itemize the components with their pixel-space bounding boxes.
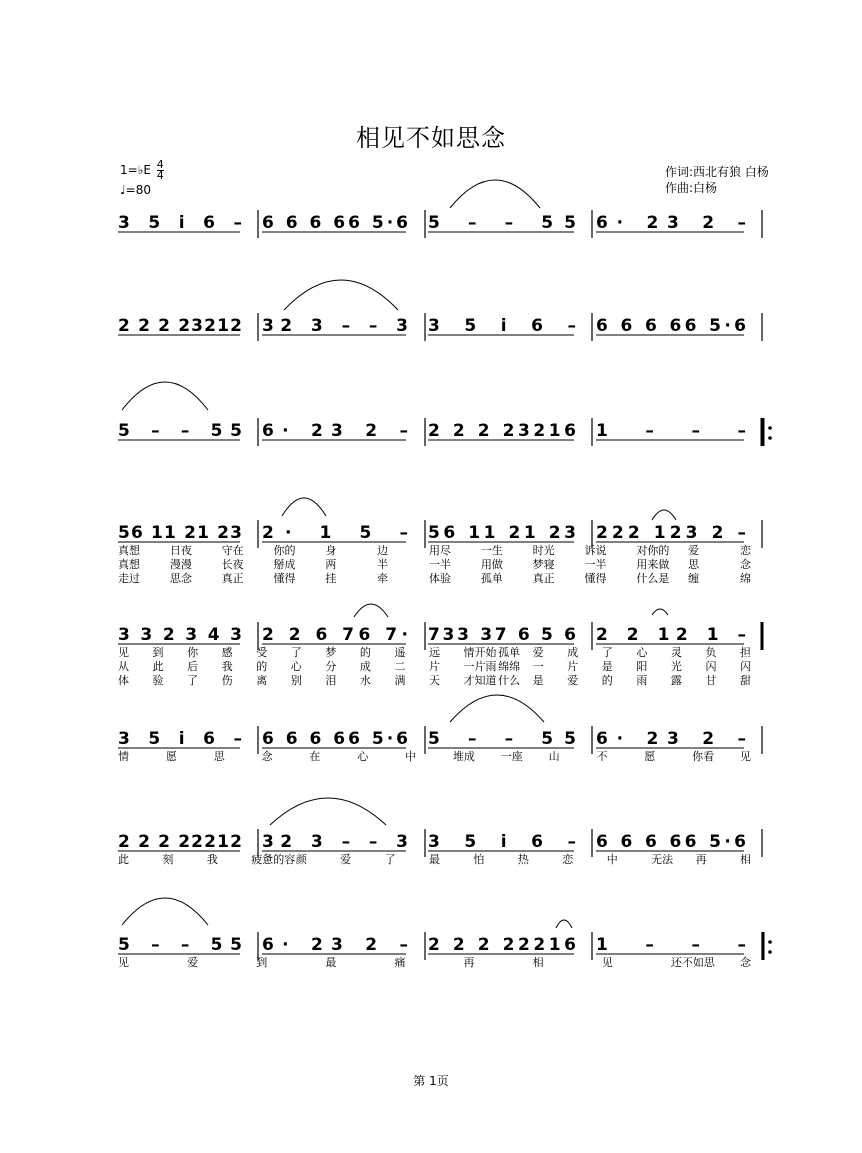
lyric-syllable: 闪 — [705, 660, 717, 673]
measure-notes: 3 5 i 6 – — [118, 729, 242, 749]
lyric-syllable: 遥 — [394, 646, 406, 659]
composer-credit: 作曲:白杨 — [665, 181, 718, 195]
lyric-syllable: 用来做 — [636, 558, 670, 571]
lyric-syllable: 露 — [670, 674, 682, 687]
time-top: 4 — [156, 158, 164, 171]
measure-notes: 6· 23 2 – — [262, 935, 408, 955]
measure-notes: 6 6 6 66 5·6 — [596, 316, 746, 336]
measure-notes: 3 5 i 6 – — [118, 213, 242, 233]
lyric-syllable: 什么是 — [636, 572, 670, 585]
lyric-syllable: 成 — [567, 646, 579, 659]
measure-notes: 2 2 6 76 7· — [262, 625, 408, 645]
lyric-syllable: 热 — [517, 853, 529, 866]
lyric-syllable: 念 — [740, 956, 751, 969]
lyric-syllable: 用尽 — [429, 544, 451, 557]
lyric-syllable: 二 — [394, 660, 406, 673]
lyric-syllable: 愿 — [165, 750, 177, 763]
lyric-syllable: 守在 — [221, 544, 244, 557]
measure-notes: 3 3 2 3 4 3 — [118, 625, 242, 645]
measure-notes: 32 3 – – 3 — [262, 832, 408, 852]
measure-notes: 3 5 i 6 – — [428, 832, 576, 852]
lyric-syllable: 了 — [290, 646, 302, 659]
lyric-syllable: 思念 — [169, 572, 192, 585]
slur — [354, 604, 388, 617]
lyric-syllable: 无法 — [651, 853, 674, 866]
lyric-syllable: 是 — [601, 660, 613, 673]
lyric-syllable: 此 — [152, 660, 164, 673]
lyric-syllable: 堆成 — [452, 750, 475, 763]
lyric-syllable: 片 — [429, 660, 440, 673]
lyric-syllable: 懂得 — [273, 572, 296, 585]
lyric-syllable: 一半 — [429, 558, 451, 571]
lyric-syllable: 成 — [359, 660, 371, 673]
measure-notes: 2 2 2 23212 — [118, 316, 242, 336]
lyric-syllable: 雨 — [636, 674, 648, 687]
lyric-syllable: 不 — [596, 750, 608, 763]
measure-notes: 2 2 2 22212 — [118, 832, 242, 852]
lyric-syllable: 再 — [695, 853, 707, 866]
measure-notes: 2 2 12 1 – — [596, 625, 746, 645]
lyric-syllable: 真正 — [221, 572, 244, 585]
slur — [122, 382, 208, 410]
lyric-syllable: 甜 — [740, 674, 751, 687]
lyric-syllable: 诉说 — [584, 544, 607, 557]
repeat-dot — [768, 950, 772, 954]
lyric-syllable: 远 — [429, 646, 440, 659]
lyric-syllable: 体验 — [429, 572, 451, 585]
lyric-syllable: 一座 — [500, 750, 523, 763]
lyric-syllable: 绵绵 — [498, 660, 521, 673]
measure-notes: 1 – – – — [596, 421, 746, 441]
repeat-dot — [768, 940, 772, 944]
slur — [282, 498, 326, 516]
measure-notes: 2· 1 5 – — [262, 523, 408, 543]
lyric-syllable: 真正 — [532, 572, 555, 585]
measure-notes: 56 11 21 23 — [428, 523, 576, 543]
lyric-syllable: 梦寝 — [532, 558, 555, 571]
lyric-syllable: 对你的 — [636, 544, 670, 557]
song-title: 相见不如思念 — [356, 124, 506, 152]
lyric-syllable: 离 — [256, 674, 268, 687]
lyric-syllable: 用做 — [480, 558, 503, 571]
lyric-syllable: 爱 — [532, 646, 544, 659]
lyric-syllable: 牵 — [377, 572, 389, 585]
lyric-syllable: 的 — [601, 674, 613, 687]
measure-notes: 6 6 6 66 5·6 — [262, 729, 408, 749]
lyric-syllable: 负 — [705, 646, 717, 659]
lyric-syllable: 念 — [261, 750, 273, 763]
lyric-syllable: 泪 — [325, 674, 337, 687]
lyric-syllable: 了 — [384, 853, 396, 866]
lyric-syllable: 时光 — [532, 544, 555, 557]
lyric-syllable: 再 — [463, 956, 475, 969]
lyric-syllable: 灵 — [670, 646, 682, 659]
lyric-syllable: 情开始 — [463, 646, 497, 659]
slur — [450, 695, 544, 722]
lyric-syllable: 缠 — [688, 572, 700, 585]
lyric-syllable: 梦 — [325, 646, 337, 659]
slur — [450, 180, 540, 208]
lyric-syllable: 漫漫 — [169, 558, 192, 571]
measure-notes: 6· 23 2 – — [262, 421, 408, 441]
slur — [270, 798, 386, 825]
lyric-syllable: 到 — [152, 646, 164, 659]
lyric-syllable: 了 — [601, 646, 613, 659]
lyric-syllable: 的 — [359, 646, 371, 659]
lyric-syllable: 疲惫的容 — [251, 853, 296, 866]
measure-notes: 1 – – – — [596, 935, 746, 955]
lyric-syllable: 受 — [256, 646, 268, 659]
lyric-syllable: 孤单 — [480, 572, 503, 585]
lyric-syllable: 心 — [357, 750, 369, 763]
lyric-syllable: 什么 — [498, 674, 521, 687]
lyric-syllable: 情 — [118, 750, 129, 763]
measure-notes: 3 5 i 6 – — [428, 316, 576, 336]
measure-notes: 32 3 – – 3 — [262, 316, 408, 336]
lyric-syllable: 最 — [325, 956, 337, 969]
lyric-syllable: 闪 — [740, 660, 751, 673]
lyric-syllable: 满 — [394, 674, 406, 687]
lyric-syllable: 颜 — [295, 853, 307, 866]
lyric-syllable: 担 — [740, 646, 751, 659]
lyric-syllable: 身 — [325, 544, 337, 557]
lyric-syllable: 掰成 — [273, 558, 296, 571]
measure-notes: 6 6 6 66 5·6 — [262, 213, 408, 233]
lyric-syllable: 怕 — [473, 853, 485, 866]
lyric-syllable: 此 — [118, 853, 129, 866]
lyric-syllable: 从 — [118, 660, 129, 673]
lyric-syllable: 爱 — [340, 853, 352, 866]
lyric-syllable: 片 — [567, 660, 579, 673]
lyric-syllable: 分 — [325, 660, 337, 673]
measure-notes: 6· 23 2 – — [596, 213, 746, 233]
lyric-syllable: 验 — [152, 674, 164, 687]
lyric-syllable: 孤单 — [498, 646, 521, 659]
slur — [122, 898, 208, 925]
lyric-syllable: 一片雨 — [463, 660, 497, 673]
lyric-syllable: 你的 — [273, 544, 296, 557]
lyric-syllable: 水 — [359, 674, 371, 687]
lyric-syllable: 光 — [670, 660, 682, 673]
lyric-syllable: 爱 — [187, 956, 199, 969]
measure-notes: 733 37 6 5 6 — [428, 625, 576, 645]
lyric-syllable: 长夜 — [221, 558, 244, 571]
lyric-syllable: 阳 — [636, 660, 648, 673]
lyric-syllable: 见 — [118, 646, 129, 659]
key-label: 1=♭E — [120, 163, 151, 177]
lyric-syllable: 日夜 — [169, 544, 192, 557]
lyric-syllable: 走过 — [118, 572, 140, 585]
lyric-syllable: 一 — [532, 660, 544, 673]
lyric-syllable: 了 — [187, 674, 199, 687]
lyric-syllable: 两 — [325, 558, 337, 571]
lyric-syllable: 恋 — [562, 853, 574, 866]
measure-notes: 56 11 21 23 — [118, 523, 242, 543]
lyric-syllable: 一半 — [584, 558, 607, 571]
lyric-syllable: 懂得 — [584, 572, 607, 585]
slur — [284, 280, 398, 310]
lyric-syllable: 绵 — [740, 572, 751, 585]
lyric-syllable: 恋 — [740, 544, 751, 557]
lyric-syllable: 山 — [548, 750, 560, 763]
lyric-syllable: 见 — [601, 956, 613, 969]
lyric-syllable: 痛 — [394, 956, 406, 969]
lyric-syllable: 体 — [118, 674, 129, 687]
measure-notes: 6· 23 2 – — [596, 729, 746, 749]
lyric-syllable: 思 — [688, 558, 700, 571]
lyric-syllable: 天 — [429, 674, 440, 687]
measure-notes: 2 2 2 23216 — [428, 421, 576, 441]
lyric-syllable: 爱 — [688, 544, 700, 557]
lyric-syllable: 感 — [221, 646, 233, 659]
lyric-syllable: 相 — [740, 853, 751, 866]
measure-notes: 2 2 2 22216 — [428, 935, 576, 955]
lyric-syllable: 爱 — [567, 674, 579, 687]
lyric-syllable: 心 — [636, 646, 648, 659]
lyric-syllable: 心 — [290, 660, 302, 673]
measure-notes: 5 – – 55 — [118, 935, 242, 955]
measure-notes: 5 – – 55 — [118, 421, 242, 441]
slur — [652, 609, 668, 615]
lyric-syllable: 见 — [740, 750, 751, 763]
lyric-syllable: 中 — [405, 750, 417, 763]
lyric-syllable: 边 — [377, 544, 389, 557]
lyric-syllable: 见 — [118, 956, 129, 969]
lyric-syllable: 的 — [256, 660, 268, 673]
measure-notes: 5 – – 55 — [428, 213, 576, 233]
lyric-syllable: 我 — [206, 853, 218, 866]
lyric-syllable: 中 — [606, 853, 618, 866]
lyric-syllable: 到 — [256, 956, 268, 969]
page-number: 第 1页 — [413, 1074, 449, 1088]
lyric-syllable: 甘 — [705, 674, 717, 687]
repeat-dot — [768, 436, 772, 440]
slur — [556, 920, 572, 928]
tempo-mark: ♩=80 — [120, 183, 151, 197]
lyric-syllable: 半 — [377, 558, 389, 571]
lyric-syllable: 在 — [309, 750, 321, 763]
lyric-syllable: 最 — [429, 853, 440, 866]
lyric-syllable: 是 — [532, 674, 544, 687]
measure-notes: 6 6 6 66 5·6 — [596, 832, 746, 852]
lyric-syllable: 还不如思 — [670, 956, 715, 969]
lyric-syllable: 伤 — [221, 674, 233, 687]
lyric-syllable: 后 — [187, 660, 199, 673]
lyric-syllable: 挂 — [325, 572, 337, 585]
lyricist-credit: 作词:西北有狼 白杨 — [665, 165, 769, 179]
lyric-syllable: 愿 — [644, 750, 656, 763]
lyric-syllable: 刻 — [162, 853, 174, 866]
measure-notes: 5 – – 55 — [428, 729, 576, 749]
lyric-syllable: 思 — [213, 750, 225, 763]
slur — [652, 510, 676, 520]
time-bottom: 4 — [156, 169, 164, 182]
lyric-syllable: 真想 — [118, 544, 140, 557]
lyric-syllable: 我 — [221, 660, 233, 673]
lyric-syllable: 别 — [290, 674, 302, 687]
lyric-syllable: 你 — [187, 646, 199, 659]
lyric-syllable: 真想 — [118, 558, 140, 571]
repeat-dot — [768, 426, 772, 430]
measure-notes: 222 123 2 – — [596, 523, 746, 543]
lyric-syllable: 才知道 — [463, 674, 497, 687]
lyric-syllable: 念 — [740, 558, 751, 571]
lyric-syllable: 一生 — [480, 544, 503, 557]
lyric-syllable: 相 — [532, 956, 544, 969]
lyric-syllable: 你看 — [692, 750, 715, 763]
